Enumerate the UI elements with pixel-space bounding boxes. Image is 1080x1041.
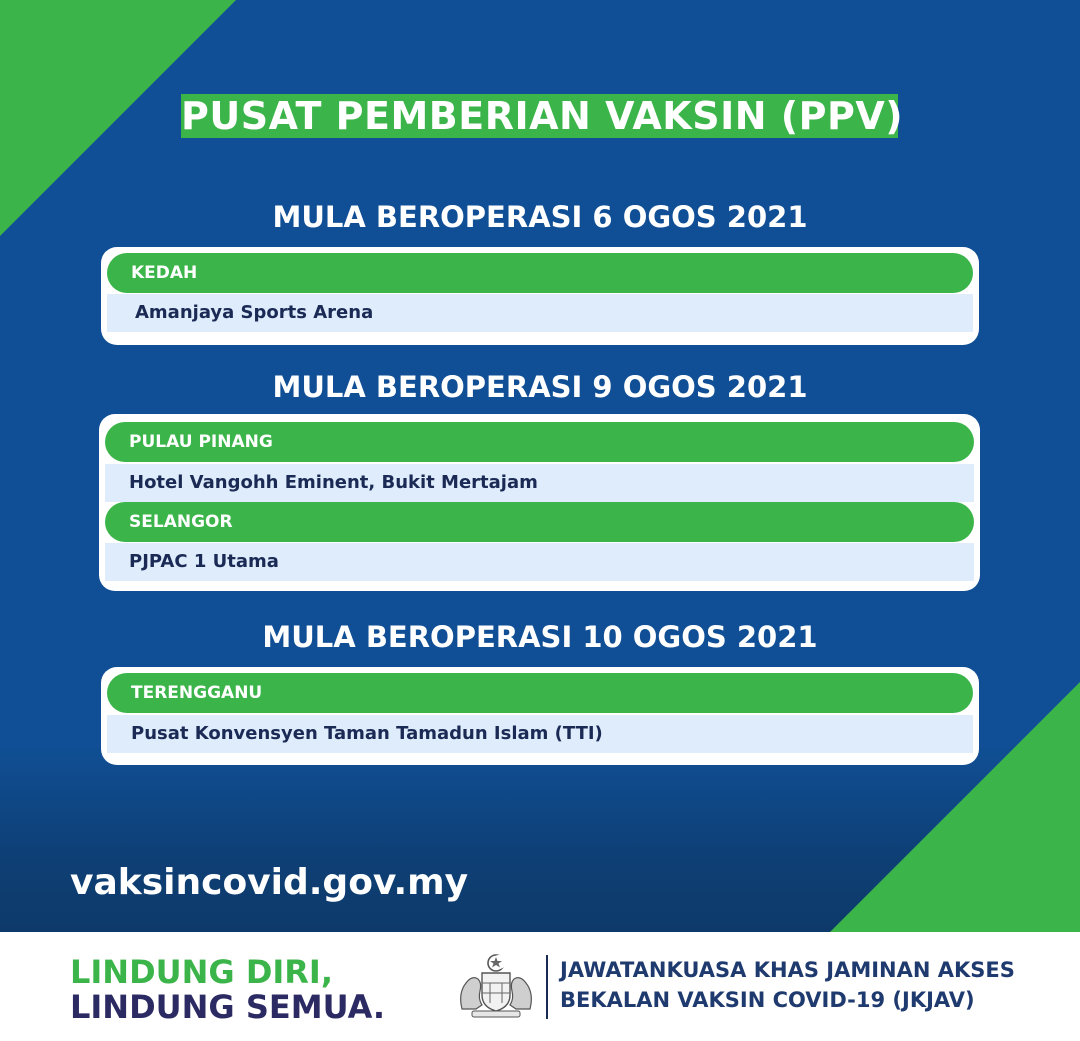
venue-card xyxy=(99,414,980,591)
slogan-line-1: LINDUNG DIRI, xyxy=(70,953,333,991)
venue-label: PJPAC 1 Utama xyxy=(129,551,279,572)
state-row xyxy=(105,502,974,542)
website-link[interactable]: vaksincovid.gov.my xyxy=(70,862,469,903)
venue-card xyxy=(101,667,979,765)
venue-label: Hotel Vangohh Eminent, Bukit Mertajam xyxy=(129,472,538,493)
title-banner xyxy=(181,94,904,138)
venue-row xyxy=(105,543,974,581)
date-heading-9-ogos: MULA BEROPERASI 9 OGOS 2021 xyxy=(272,370,808,404)
venue-row xyxy=(107,294,973,332)
slogan-line-2: LINDUNG SEMUA. xyxy=(70,988,386,1026)
page-title: PUSAT PEMBERIAN VAKSIN (PPV) xyxy=(181,94,904,138)
venue-row xyxy=(105,464,974,502)
state-row xyxy=(105,422,974,462)
state-label: SELANGOR xyxy=(129,512,233,532)
venue-label: Amanjaya Sports Arena xyxy=(135,302,374,323)
state-label: KEDAH xyxy=(131,263,198,283)
date-heading-6-ogos: MULA BEROPERASI 6 OGOS 2021 xyxy=(272,200,808,234)
venue-label: Pusat Konvensyen Taman Tamadun Islam (TTI) xyxy=(131,723,603,744)
agency-name-line-1: JAWATANKUASA KHAS JAMINAN AKSES xyxy=(560,958,1015,982)
malaysia-coat-of-arms-icon xyxy=(452,953,540,1019)
venue-row xyxy=(107,715,973,753)
state-label: TERENGGANU xyxy=(131,683,263,703)
footer-divider xyxy=(546,955,548,1019)
venue-card xyxy=(101,247,979,345)
state-label: PULAU PINANG xyxy=(129,432,273,452)
agency-name-line-2: BEKALAN VAKSIN COVID-19 (JKJAV) xyxy=(560,988,975,1012)
date-heading-10-ogos: MULA BEROPERASI 10 OGOS 2021 xyxy=(262,620,818,654)
state-row xyxy=(107,253,973,293)
state-row xyxy=(107,673,973,713)
